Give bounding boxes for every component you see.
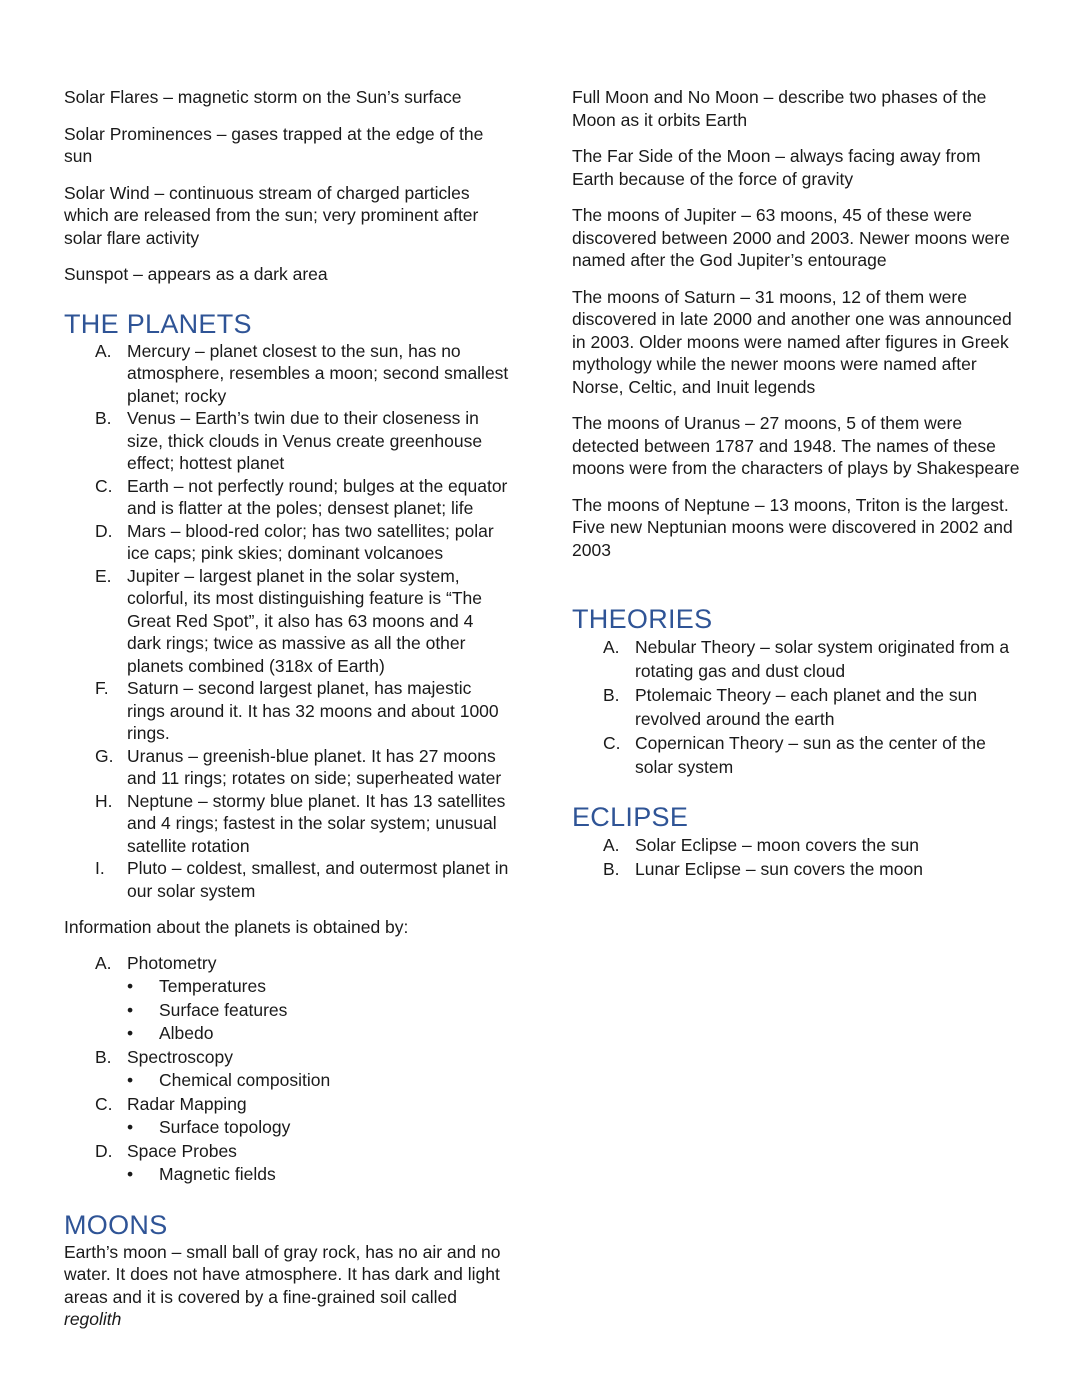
planets-list [64,340,512,903]
list-item: I. Pluto – coldest, smallest, and outermost planet in our solar system [95,858,509,901]
eclipse-heading: ECLIPSE [572,802,689,832]
sub-list [127,1116,512,1140]
list-item: E. Jupiter – largest planet in the solar system, colorful, its most distinguishing feature is “The Great Red Spot”, it also has 63 moons and 4 dark rings; twice as massive as all the other planets combined (318x of Earth) [95,565,483,676]
sub-list [127,1163,512,1187]
list-item: B. Lunar Eclipse – sun covers the moon [603,859,923,879]
list-item: D. Mars – blood-red color; has two satellites; polar ice caps; pink skies; dominant volcanoes [95,520,494,563]
list-item: D. Space Probes • Magnetic fields [64,1140,512,1187]
list-item: H. Neptune – stormy blue planet. It has 13 satellites and 4 rings; fastest in the solar system; unusual satellite rotation [95,790,506,856]
right-column [572,86,1022,881]
list-item: C. Earth – not perfectly round; bulges at the equator and is flatter at the poles; densest planet; life [95,475,508,518]
moon-paragraph: The moons of Saturn – 31 moons, 12 of them were discovered in late 2000 and another one was announced in 2003. Older moons were named after figures in Greek mythology while the newer moons were named after Norse, Celtic, and Inuit legends [572,286,1012,397]
moon-paragraph: The moons of Neptune – 13 moons, Triton is the largest. Five new Neptunian moons were discovered in 2002 and 2003 [572,494,1013,560]
sun-term: Sunspot – appears as a dark area [64,264,328,284]
sub-list [127,975,512,1046]
list-item: A. Photometry • Temperatures • Surface features • Albedo [64,952,512,1046]
moon-paragraph: The moons of Jupiter – 63 moons, 45 of these were discovered between 2000 and 2003. Newer moons were named after the God Jupiter’s entourage [572,205,1010,270]
info-intro: Information about the planets is obtained by: [64,917,409,937]
list-item: A. Solar Eclipse – moon covers the sun [603,835,920,855]
sub-item: • Albedo [127,1022,512,1046]
list-item: B. Spectroscopy • Chemical composition [64,1046,512,1093]
theories-list [572,635,1022,779]
sub-item: • Chemical composition [127,1069,512,1093]
sun-term: Solar Wind – continuous stream of charged particles which are released from the sun; very prominent after solar flare activity [64,182,479,248]
list-item: C. Copernican Theory – sun as the center of the solar system [603,733,986,777]
sub-list [127,1069,512,1093]
eclipse-list [572,833,1022,881]
sun-term: Solar Flares – magnetic storm on the Sun’s surface [64,87,462,107]
list-item: B. Venus – Earth’s twin due to their closeness in size, thick clouds in Venus create greenhouse effect; hottest planet [95,408,483,473]
moon-paragraph: The moons of Uranus – 27 moons, 5 of them were detected between 1787 and 1948. The names of these moons were from the characters of plays by Shakespeare [572,413,1020,478]
list-item: G. Uranus – greenish-blue planet. It has 27 moons and 11 rings; rotates on side; superheated water [95,745,502,788]
sub-item: • Surface topology [127,1116,512,1140]
list-item: B. Ptolemaic Theory – each planet and the sun revolved around the earth [603,685,978,729]
regolith-term: regolith [64,1309,122,1329]
sub-item: • Surface features [127,999,512,1023]
moon-paragraph: Full Moon and No Moon – describe two phases of the Moon as it orbits Earth [572,87,987,130]
list-item: A. Mercury – planet closest to the sun, has no atmosphere, resembles a moon; second smallest planet; rocky [95,340,509,406]
left-column [64,86,512,1331]
theories-heading: THEORIES [572,604,713,634]
list-item: F. Saturn – second largest planet, has majestic rings around it. It has 32 moons and about 1000 rings. [95,678,499,743]
moons-heading: MOONS [64,1209,168,1240]
moon-paragraph: The Far Side of the Moon – always facing away from Earth because of the force of gravity [572,146,981,189]
info-methods [64,952,512,1187]
list-item: A. Nebular Theory – solar system originated from a rotating gas and dust cloud [603,637,1010,681]
earth-moon-paragraph: Earth’s moon – small ball of gray rock, has no air and no water. It does not have atmosphere. It has dark and light areas and it is covered by a fine-grained soil called regolith [64,1241,501,1329]
sub-item: • Temperatures [127,975,512,999]
sub-item: • Magnetic fields [127,1163,512,1187]
list-item: C. Radar Mapping • Surface topology [64,1093,512,1140]
planets-heading: THE PLANETS [64,308,252,339]
sun-term: Solar Prominences – gases trapped at the edge of the sun [64,123,484,166]
